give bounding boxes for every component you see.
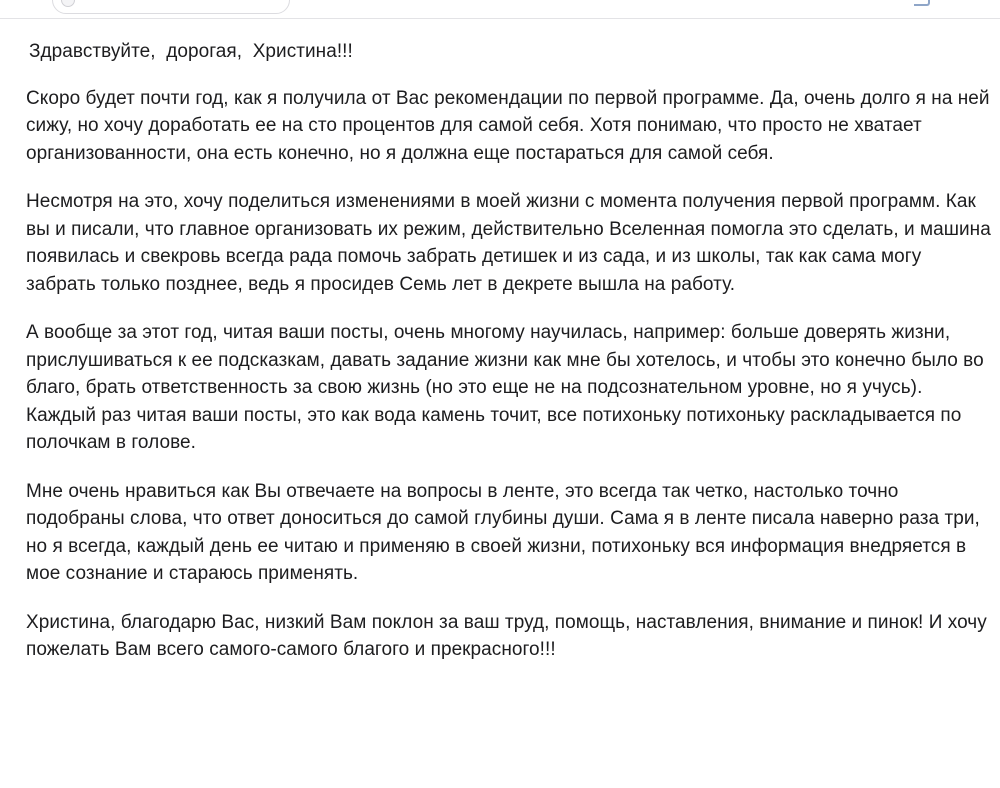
message-paragraph: А вообще за этот год, читая ваши посты, очень многому научилась, например: больше доверять жизни, прислушиваться к ее подсказкам, давать задание жизни как мне бы хотелось, и чтобы это конечно было во благо, брать ответственность за свою жизнь (но это еще не на подсознательном уровне, но я учусь). Каждый раз читая ваши посты, это как вода камень точит, все потихоньку потихоньку раскладывается по полочкам в голове. xyxy=(26,322,984,453)
message-paragraph: Скоро будет почти год, как я получила от Вас рекомендации по первой программе. Да, очень долго я на ней сижу, но хочу доработать ее на сто процентов для самой себя. Хотя понимаю, что просто не хватает организованности, она есть конечно, но я должна еще постараться для самой себя. xyxy=(26,87,990,164)
message-paragraph: Христина, благодарю Вас, низкий Вам поклон за ваш труд, помощь, наставления, внимание и пинок! И хочу пожелать Вам всего самого-самого благого и прекрасного!!! xyxy=(26,611,987,660)
message-body xyxy=(26,38,992,664)
toolbar-icon[interactable] xyxy=(914,0,930,6)
top-toolbar-strip xyxy=(0,0,1000,19)
message-paragraph: Несмотря на это, хочу поделиться изменениями в моей жизни с момента получения первой программ. Как вы и писали, что главное организовать их режим, действительно Вселенная помогла это сделать, и машина появилась и свекровь всегда рада помочь забрать детишек и из сада, и из школы, так как сама могу забрать только позднее, ведь я просидев Семь лет в декрете вышла на работу. xyxy=(26,191,991,295)
message-paragraph: Мне очень нравиться как Вы отвечаете на вопросы в ленте, это всегда так четко, настолько точно подобраны слова, что ответ доноситься до самой глубины души. Сама я в ленте писала наверно раза три, но я всегда, каждый день ее читаю и применяю в своей жизни, потихоньку вся информация внедряется в мое сознание и стараюсь применять. xyxy=(26,480,980,584)
message-greeting: Здравствуйте, дорогая, Христина!!! xyxy=(29,41,353,62)
avatar-icon xyxy=(61,0,75,7)
search-field[interactable] xyxy=(52,0,290,14)
